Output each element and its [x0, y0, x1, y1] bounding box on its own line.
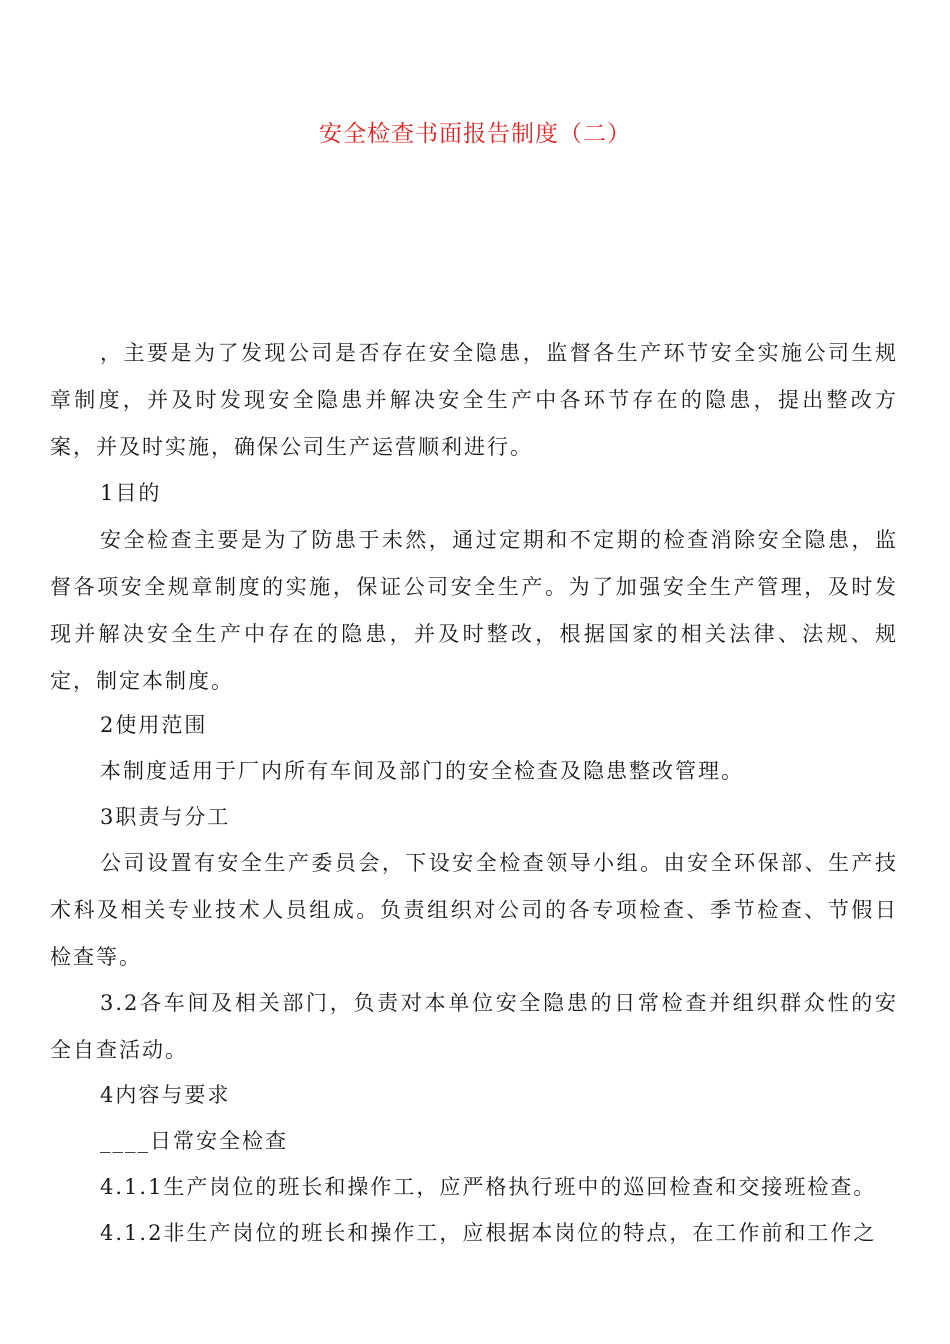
paragraph-scope: 本制度适用于厂内所有车间及部门的安全检查及隐患整改管理。: [100, 759, 744, 783]
paragraph-responsibilities: 公司设置有安全生产委员会，下设安全检查领导小组。由安全环保部、生产技术科及相关专业技术人员组成。负责组织对公司的各专项检查、季节检查、节假日检查等。: [50, 851, 898, 969]
document-title: 安全检查书面报告制度（二）: [319, 121, 631, 147]
heading-daily-inspection: ____日常安全检查: [100, 1129, 288, 1153]
paragraph-intro: ，主要是为了发现公司是否存在安全隐患，监督各生产环节安全实施公司生规章制度，并及时发现安全隐患并解决安全生产中各环节存在的隐患，提出整改方案，并及时实施，确保公司生产运营顺利进行。: [50, 341, 898, 459]
paragraph-section-3-2: 3.2各车间及相关部门，负责对本单位安全隐患的日常检查并组织群众性的安全自查活动。: [50, 991, 898, 1062]
paragraph-purpose: 安全检查主要是为了防患于未然，通过定期和不定期的检查消除安全隐患，监督各项安全规章制度的实施，保证公司安全生产。为了加强安全生产管理，及时发现并解决安全生产中存在的隐患，并及时整改，根据国家的相关法律、法规、规定，制定本制度。: [50, 528, 898, 693]
paragraph-section-4-1-1: 4.1.1生产岗位的班长和操作工，应严格执行班中的巡回检查和交接班检查。: [100, 1175, 877, 1199]
heading-content-requirements: 4内容与要求: [100, 1083, 231, 1107]
heading-scope: 2使用范围: [100, 713, 208, 737]
heading-responsibilities: 3职责与分工: [100, 805, 231, 829]
paragraph-section-4-1-2: 4.1.2非生产岗位的班长和操作工，应根据本岗位的特点，在工作前和工作之: [100, 1221, 877, 1245]
heading-purpose: 1目的: [100, 481, 162, 505]
